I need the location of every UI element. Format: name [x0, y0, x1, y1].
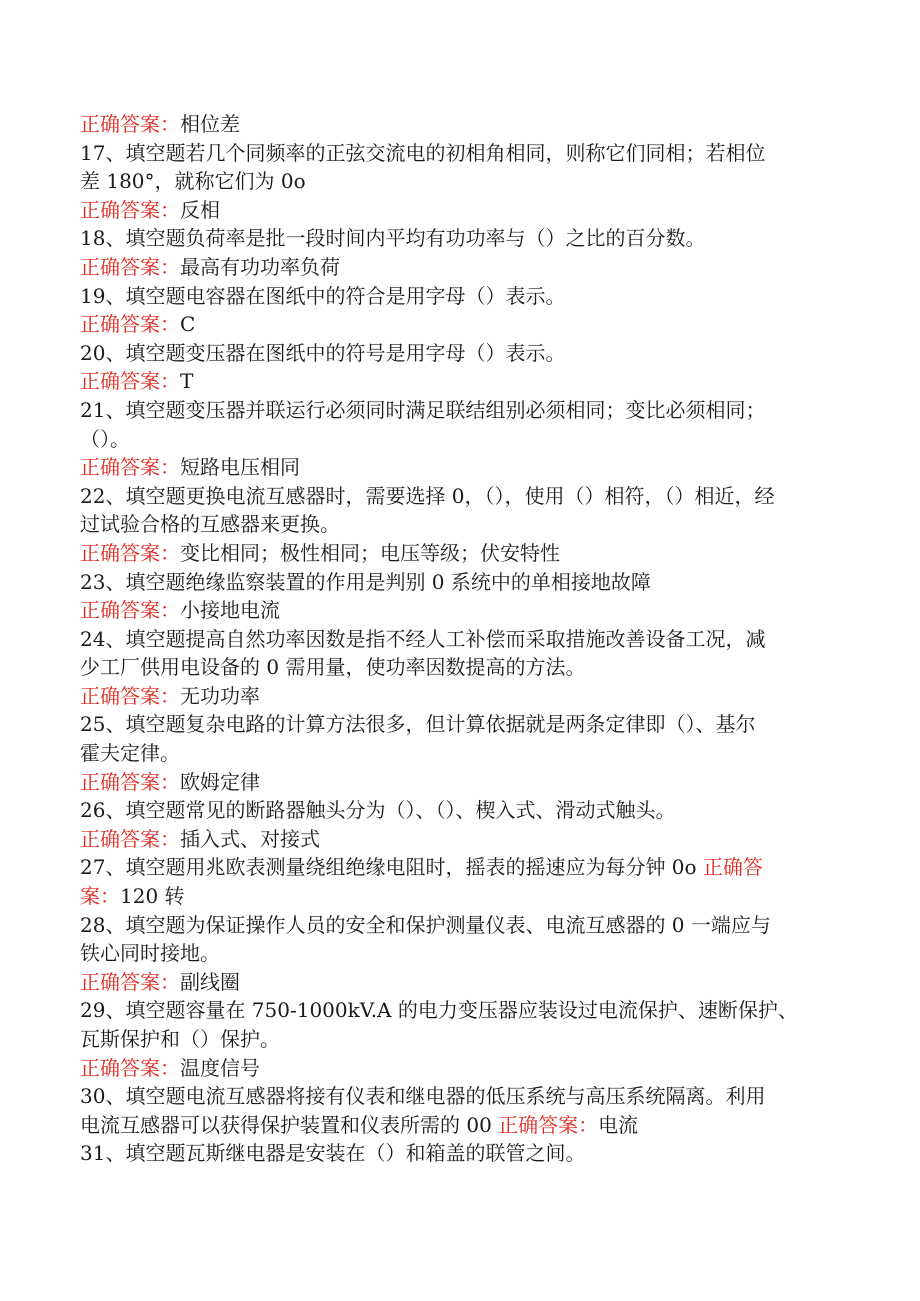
answer-line [80, 539, 840, 568]
answer-value: 无功功率 [180, 683, 260, 708]
question-line: 25、填空题复杂电路的计算方法很多，但计算依据就是两条定律即（）、基尔 [80, 712, 756, 737]
answer-label: 正确答案： [80, 683, 180, 708]
answer-line [80, 682, 840, 711]
answer-value: 最高有功功率负荷 [180, 254, 340, 279]
answer-line [80, 110, 840, 139]
question-line: 17、填空题若几个同频率的正弦交流电的初相角相同，则称它们同相；若相位 [80, 140, 766, 165]
answer-label: 正确答案： [80, 254, 180, 279]
answer-label: 正确答案： [80, 112, 180, 136]
question-line: 19、填空题电容器在图纸中的符合是用字母（）表示。 [80, 283, 566, 308]
question-line: 29、填空题容量在 750-1000kV.A 的电力变压器应装设过电流保护、速断保护、 [80, 998, 798, 1023]
answer-value: T [180, 369, 194, 394]
question-line: 18、填空题负荷率是批一段时间内平均有功功率与（）之比的百分数。 [80, 226, 706, 251]
answer-value: C [180, 312, 196, 337]
question-line: （）。 [80, 426, 130, 451]
answer-label: 正确答案： [80, 769, 180, 794]
answer-value: 温度信号 [180, 1055, 260, 1080]
answer-value: 插入式、对接式 [180, 826, 320, 851]
question-line: 少工厂供用电设备的 0 需用量，使功率因数提高的方法。 [80, 655, 586, 680]
answer-label: 正确答 [702, 855, 763, 880]
answer-label: 正确答案： [498, 1112, 599, 1137]
question-line: 差 180°，就称它们为 0o [80, 169, 306, 194]
answer-label: 正确答案： [80, 1055, 180, 1080]
answer-label: 正确答案： [80, 969, 180, 994]
answer-value: 欧姆定律 [180, 769, 260, 794]
document-page [80, 110, 840, 1168]
answer-label: 正确答案： [80, 312, 180, 337]
answer-value: 相位差 [180, 112, 240, 136]
answer-label: 正确答案： [80, 197, 180, 222]
answer-line [80, 367, 840, 396]
question-line: 30、填空题电流互感器将接有仪表和继电器的低压系统与高压系统隔离。利用 [80, 1084, 766, 1109]
answer-value: 120 转 [120, 884, 185, 909]
answer-value: 短路电压相同 [180, 455, 300, 480]
question-answer-line [80, 1111, 840, 1140]
answer-label: 正确答案： [80, 540, 180, 565]
answer-line [80, 596, 840, 625]
question-line: 霍夫定律。 [80, 741, 180, 766]
question-text: 27、填空题用兆欧表测量绕组绝缘电阻时，摇表的摇速应为每分钟 0o [80, 855, 703, 880]
answer-label: 正确答案： [80, 826, 180, 851]
question-line: 铁心同时接地。 [80, 941, 220, 966]
question-line: 瓦斯保护和（）保护。 [80, 1027, 280, 1051]
answer-label: 正确答案： [80, 598, 180, 623]
answer-label: 案： [80, 884, 120, 909]
question-line: 22、填空题更换电流互感器时，需要选择 0，（），使用（）相符，（）相近，经 [80, 483, 775, 508]
answer-value: 电流 [598, 1112, 639, 1137]
question-line: 20、填空题变压器在图纸中的符号是用字母（）表示。 [80, 340, 566, 365]
answer-label: 正确答案： [80, 369, 180, 394]
answer-line [80, 768, 840, 797]
question-line: 24、填空题提高自然功率因数是指不经人工补偿而采取措施改善设备工况，减 [80, 626, 766, 651]
answer-value: 副线圈 [180, 969, 240, 994]
answer-line [80, 453, 840, 482]
question-line: 21、填空题变压器并联运行必须同时满足联结组别必须相同；变比必须相同； [80, 397, 766, 422]
question-text: 电流互感器可以获得保护装置和仪表所需的 00 [80, 1112, 499, 1137]
question-line: 31、填空题瓦斯继电器是安装在（）和箱盖的联管之间。 [80, 1141, 586, 1166]
answer-line [80, 310, 840, 339]
answer-value: 变比相同；极性相同；电压等级；伏安特性 [180, 540, 560, 565]
question-answer-line [80, 853, 840, 882]
question-answer-line [80, 882, 840, 911]
answer-line [80, 968, 840, 997]
answer-line [80, 196, 840, 225]
answer-label: 正确答案： [80, 455, 180, 480]
answer-line [80, 825, 840, 854]
question-line: 28、填空题为保证操作人员的安全和保护测量仪表、电流互感器的 0 一端应与 [80, 912, 771, 937]
question-line: 23、填空题绝缘监察装置的作用是判别 0 系统中的单相接地故障 [80, 569, 651, 594]
answer-line [80, 253, 840, 282]
answer-value: 反相 [180, 197, 220, 222]
question-line: 过试验合格的互感器来更换。 [80, 512, 340, 537]
question-line: 26、填空题常见的断路器触头分为（）、（）、楔入式、滑动式触头。 [80, 798, 676, 823]
answer-line [80, 1054, 840, 1083]
answer-value: 小接地电流 [180, 598, 280, 623]
